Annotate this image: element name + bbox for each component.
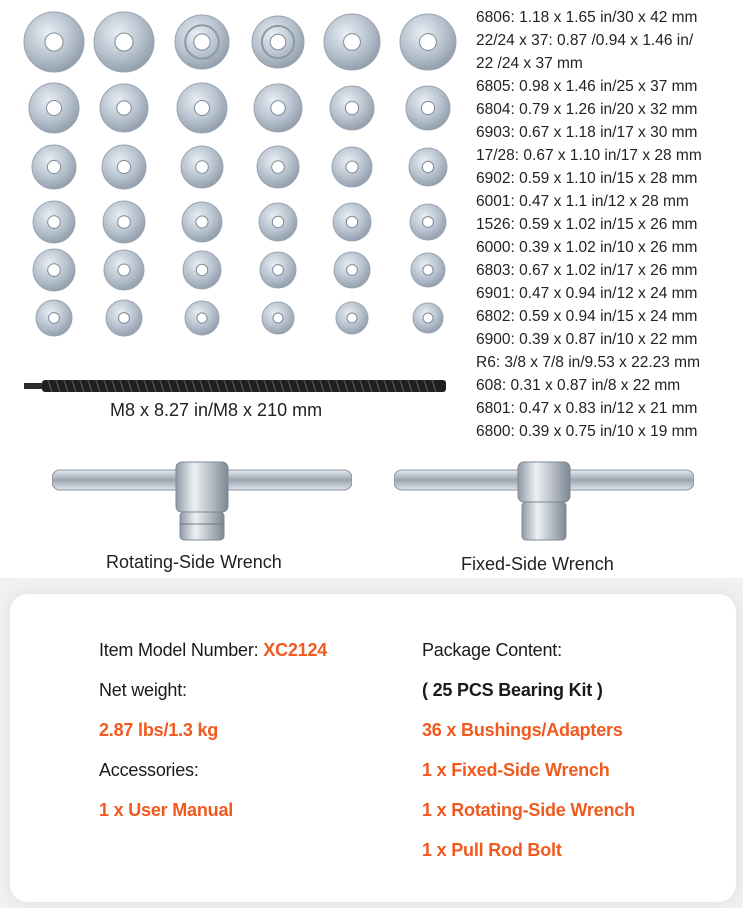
adapter-hole [347, 313, 357, 323]
adapter-hole [119, 313, 130, 324]
adapter-hole [47, 160, 60, 173]
bearing-size-line: 6802: 0.59 x 0.94 in/15 x 24 mm [476, 308, 698, 325]
rotating-side-wrench-label: Rotating-Side Wrench [106, 552, 282, 572]
bearing-size-line: 6805: 0.98 x 1.46 in/25 x 37 mm [476, 78, 698, 95]
adapter-hole [272, 161, 285, 174]
adapter-hole [423, 313, 433, 323]
adapter-hole [423, 265, 433, 275]
adapter-hole [345, 101, 358, 114]
adapter-hole [48, 264, 61, 277]
bearing-size-line: 6902: 0.59 x 1.10 in/15 x 28 mm [476, 170, 698, 187]
adapter-hole [45, 33, 63, 51]
adapter-hole [48, 216, 61, 229]
adapter-hole [194, 34, 210, 50]
package-content-label: Package Content: [422, 640, 562, 660]
adapter-hole [196, 161, 209, 174]
adapter-hole [47, 101, 62, 116]
adapter-hole [273, 313, 283, 323]
net-weight-value: 2.87 lbs/1.3 kg [99, 720, 219, 740]
adapter-hole [196, 264, 207, 275]
adapter-hole [196, 216, 208, 228]
adapter-hole [346, 216, 357, 227]
package-item: 36 x Bushings/Adapters [422, 720, 623, 740]
net-weight-label: Net weight: [99, 680, 187, 700]
bearing-size-line: 6806: 1.18 x 1.65 in/30 x 42 mm [476, 9, 698, 26]
bearing-size-line: 1526: 0.59 x 1.02 in/15 x 26 mm [476, 216, 698, 233]
bearing-size-line: 22/24 x 37: 0.87 /0.94 x 1.46 in/ [476, 32, 694, 49]
model-number-row [99, 640, 327, 661]
bearing-size-line: 6900: 0.39 x 0.87 in/10 x 22 mm [476, 331, 698, 348]
adapter-hole [420, 34, 437, 51]
adapter-hole [423, 217, 434, 228]
bearing-size-line: 17/28: 0.67 x 1.10 in/17 x 28 mm [476, 147, 702, 164]
product-info-panel [10, 594, 736, 902]
rotating-side-wrench-image [52, 458, 352, 548]
accessories-value: 1 x User Manual [99, 800, 234, 820]
adapter-hole [49, 313, 60, 324]
bearing-size-line: 6801: 0.47 x 0.83 in/12 x 21 mm [476, 400, 698, 417]
adapter-hole [422, 161, 433, 172]
bearing-size-line: 6804: 0.79 x 1.26 in/20 x 32 mm [476, 101, 698, 118]
bearing-size-line: 6000: 0.39 x 1.02 in/10 x 26 mm [476, 239, 698, 256]
adapter-hole [421, 101, 434, 114]
adapter-hole [344, 34, 361, 51]
package-item: 1 x Pull Rod Bolt [422, 840, 562, 860]
bearing-size-line: 608: 0.31 x 0.87 in/8 x 22 mm [476, 377, 681, 394]
adapter-hole [347, 265, 358, 276]
package-item: 1 x Rotating-Side Wrench [422, 800, 635, 820]
adapter-hole [117, 160, 130, 173]
bearing-size-line: R6: 3/8 x 7/8 in/9.53 x 22.23 mm [476, 354, 701, 371]
pull-rod-bolt-image [24, 374, 448, 398]
package-item: 1 x Fixed-Side Wrench [422, 760, 610, 780]
adapter-hole [272, 216, 283, 227]
adapter-hole [118, 216, 131, 229]
model-number-value: XC2124 [263, 640, 328, 660]
adapter-hole [195, 101, 210, 116]
bearing-size-line: 6001: 0.47 x 1.1 in/12 x 28 mm [476, 193, 689, 210]
model-number-label: Item Model Number: [99, 640, 264, 660]
bearing-size-line: 6803: 0.67 x 1.02 in/17 x 26 mm [476, 262, 698, 279]
fixed-side-wrench-image [394, 458, 694, 548]
bearing-size-line: 22 /24 x 37 mm [476, 55, 583, 72]
bearing-size-line: 6800: 0.39 x 0.75 in/10 x 19 mm [476, 423, 698, 440]
adapter-hole [117, 101, 131, 115]
bearing-size-line: 6901: 0.47 x 0.94 in/12 x 24 mm [476, 285, 698, 302]
package-kit-label: ( 25 PCS Bearing Kit ) [422, 680, 603, 700]
adapter-hole [197, 313, 207, 323]
bearing-size-line: 6903: 0.67 x 1.18 in/17 x 30 mm [476, 124, 698, 141]
pull-rod-label: M8 x 8.27 in/M8 x 210 mm [110, 400, 323, 420]
adapter-hole [118, 264, 130, 276]
adapter-hole [271, 101, 285, 115]
fixed-side-wrench-label: Fixed-Side Wrench [461, 554, 614, 574]
adapter-hole [270, 34, 286, 50]
adapter-hole [115, 33, 133, 51]
adapter-hole [346, 161, 358, 173]
adapter-hole [273, 265, 284, 276]
accessories-label: Accessories: [99, 760, 199, 780]
bearing-size-list [476, 6, 738, 443]
